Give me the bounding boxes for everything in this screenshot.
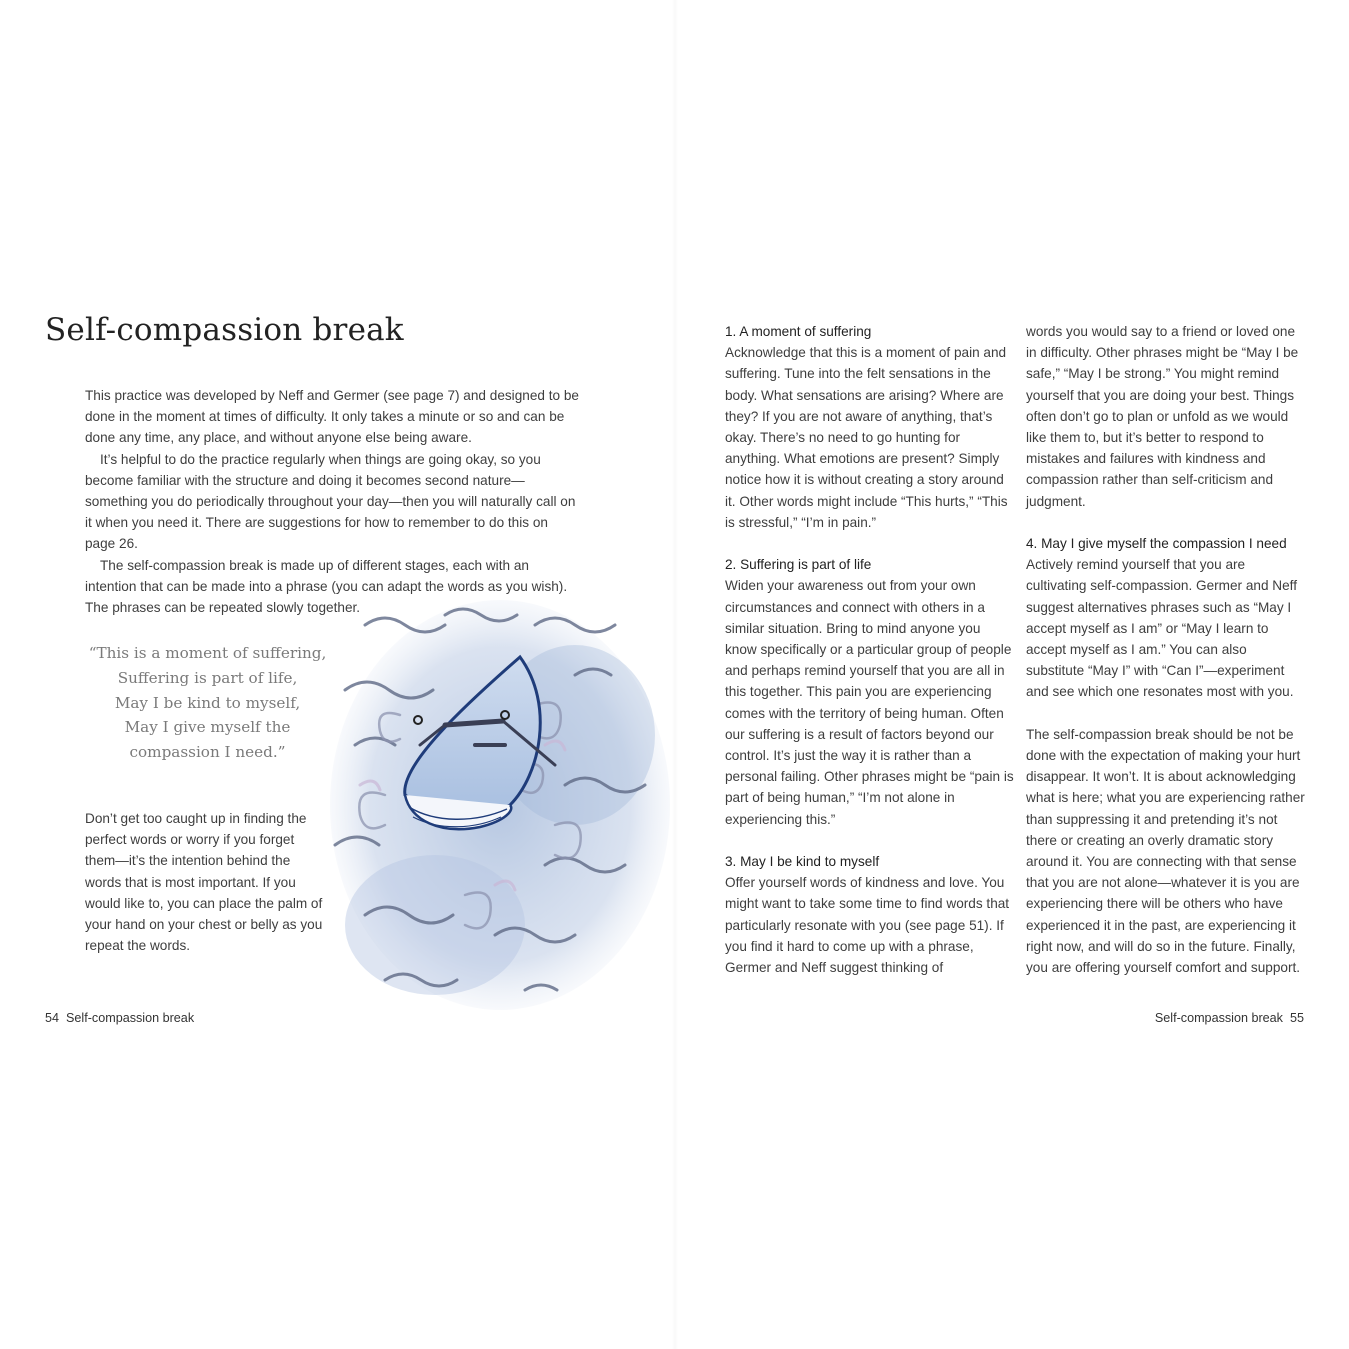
section-heading: 3. May I be kind to myself (725, 854, 880, 870)
section-heading: 4. May I give myself the compassion I need (1026, 536, 1287, 552)
section-3-continuation: words you would say to a friend or loved one in difficulty. Other phrases might be “May I be safe,” “May I be strong.” You might remind yourself that you are doing your best. Things often don’t go to plan or unfold as we would like them to, but it’s better to respond to mistakes and failures with kindness and compassion rather than self-criticism and judgment. (1026, 324, 1299, 509)
rowboat-illustration (325, 595, 670, 1015)
pull-quote (80, 641, 335, 765)
closing-paragraph: The self-compassion break should be not be done with the expectation of making your hurt disappear. It won’t. It is about acknowledging what is here; what you are experiencing rather than suppressing it and pretending it’s not there or creating an overly dramatic story around it. You are connecting with that sense that you are not alone—whatever it is you are experiencing there will be others who have experienced it in the past, are experiencing it right now, and will do so in the future. Finally, you are offering yourself comfort and support. (1026, 726, 1305, 976)
tips-paragraph: Don’t get too caught up in finding the perfect words or worry if you forget them—it’s the intention behind the words that is most important. If you would like to, you can place the palm of your hand on your chest or belly as you repeat the words. (85, 811, 323, 954)
intro-paragraph-3: The self-compassion break is made up of different stages, each with an intention that can be made into a phrase (you can adapt the words as you wish). The phrases can be repeated slowly together. (85, 557, 568, 616)
running-title: Self-compassion break (66, 1011, 195, 1025)
running-title: Self-compassion break (1154, 1011, 1283, 1025)
bottom-left-text (85, 808, 325, 956)
section-heading: 2. Suffering is part of life (725, 557, 872, 573)
quote-line: compassion I need.” (129, 743, 286, 762)
intro-paragraph-2: It’s helpful to do the practice regularly when things are going okay, so you become familiar with the structure and doing it becomes second nature—something you do periodically throughout your day—then you will naturally call on it when you need it. There are suggestions for how to remember to do this on page 26. (85, 451, 576, 552)
quote-line: “This is a moment of suffering, (88, 644, 327, 662)
right-folio (1155, 1011, 1304, 1025)
intro-text (85, 385, 580, 618)
page-title: Self-compassion break (45, 312, 404, 348)
right-page-column-1 (725, 321, 1015, 978)
left-folio (45, 1011, 194, 1025)
section-text: Offer yourself words of kindness and love. You might want to take some time to find words that particularly resonate with you (see page 51). If you find it hard to come up with a phrase, Germer and Neff suggest thinking of (725, 875, 1010, 976)
page-number: 54 (45, 1011, 60, 1025)
section-text: Widen your awareness out from your own circumstances and connect with others in a similar situation. Bring to mind anyone you know specifically or a particular group of people and perhaps remind yourself that you are all in this together. This pain you are experiencing comes with the territory of being human. Often our suffering is a result of factors beyond our control. It’s just the way it is rather than a personal failing. Other phrases might be “pain is part of being human,” “I’m not alone in experiencing this.” (725, 578, 1014, 827)
section-text: Actively remind yourself that you are cultivating self-compassion. Germer and Neff suggest alternatives phrases such as “May I accept myself as I am” or “May I learn to accept myself as I am.” You can also substitute “May I” with “Can I”—experiment and see which one resonates most with you. (1026, 557, 1297, 700)
section-text: Acknowledge that this is a moment of pain and suffering. Tune into the felt sensations in the body. What sensations are arising? Where are they? If you are not aware of anything, that’s okay. There’s no need to go hunting for anything. What emotions are present? Simply notice how it is without creating a story around it. Other words might include “This hurts,” “This is stressful,” “I’m in pain.” (725, 345, 1008, 530)
quote-line: May I give myself the (124, 718, 291, 737)
page-number: 55 (1289, 1011, 1304, 1025)
right-page-column-2 (1026, 321, 1308, 978)
intro-paragraph-1: This practice was developed by Neff and Germer (see page 7) and designed to be done in the moment at times of difficulty. It only takes a minute or so and can be done any time, any place, and without anyone else being aware. (85, 388, 579, 446)
quote-line: Suffering is part of life, (117, 668, 298, 687)
section-heading: 1. A moment of suffering (725, 324, 872, 339)
quote-line: May I be kind to myself, (114, 693, 301, 712)
book-gutter (672, 0, 678, 1349)
